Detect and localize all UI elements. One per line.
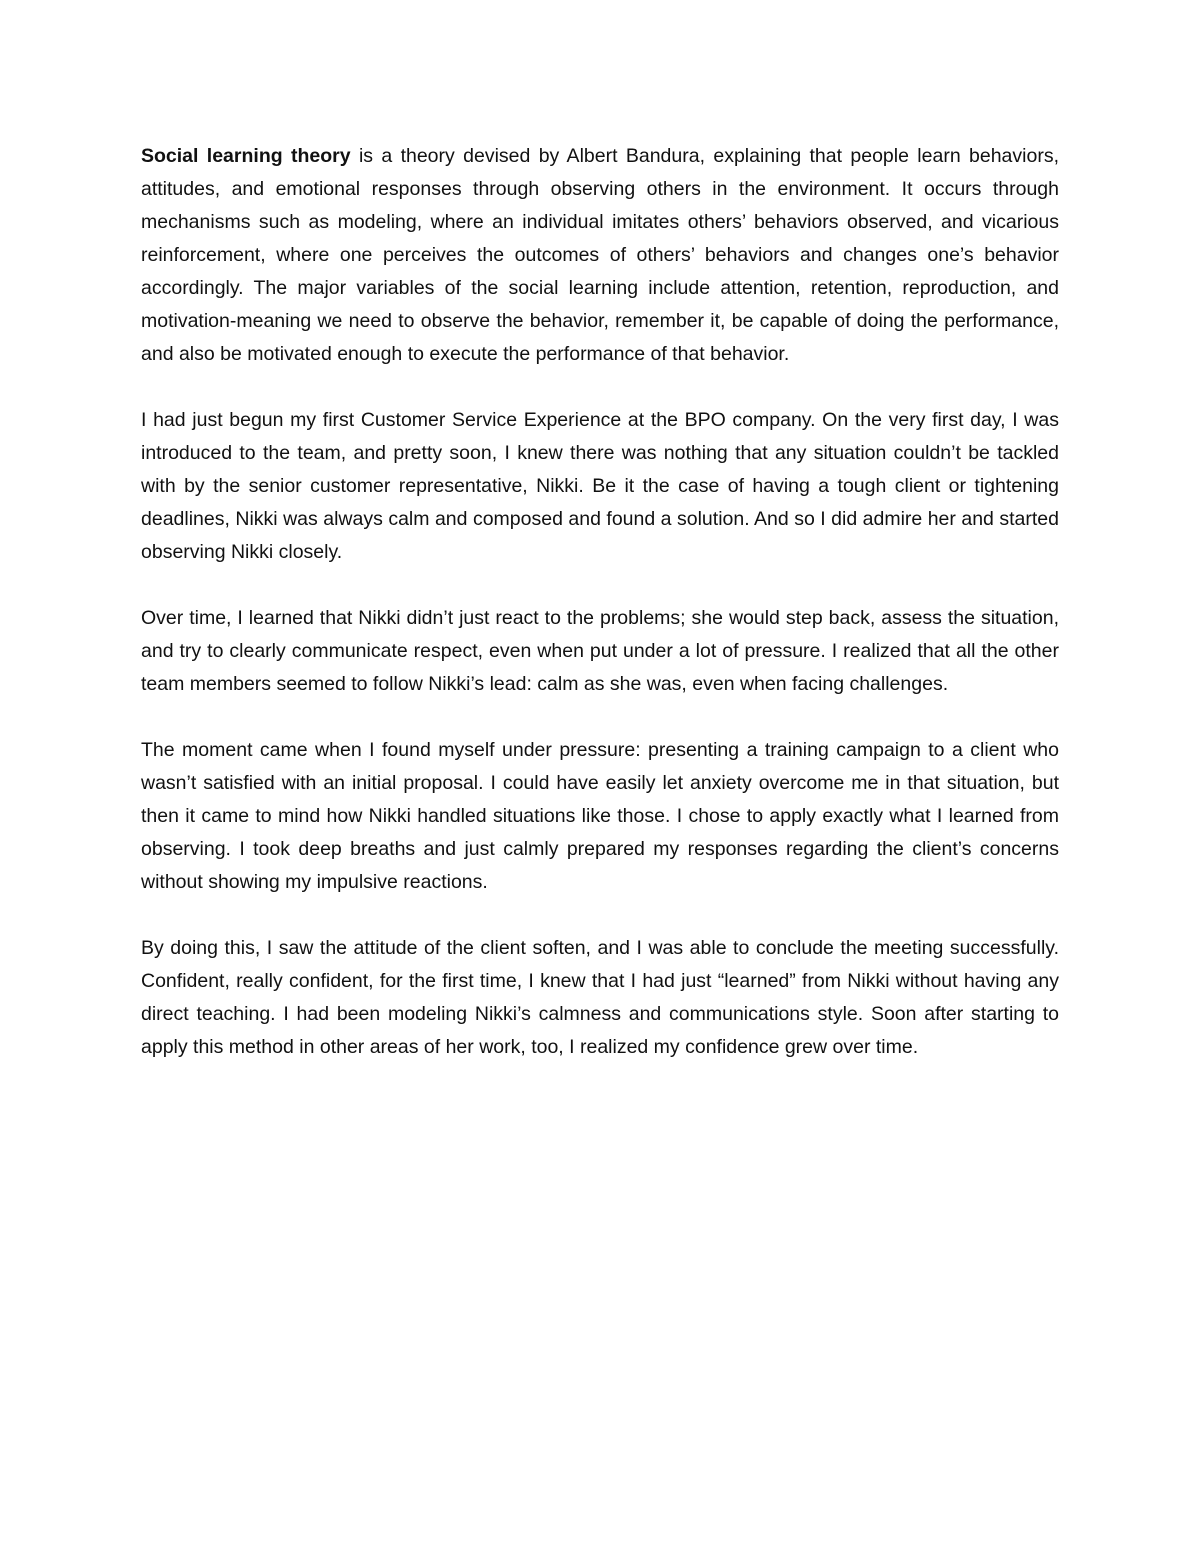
paragraph-text: is a theory devised by Albert Bandura, explaining that people learn behaviors, attitudes, and emotional responses through observing others in the environment. It occurs through mechanisms such as modeling, where an individual imitates others’ behaviors observed, and vicarious reinforcement, where one perceives the outcomes of others’ behaviors and changes one’s behavior accordingly. The major variables of the social learning include attention, retention, reproduction, and motivation-meaning we need to observe the behavior, remember it, be capable of doing the performance, and also be motivated enough to execute the performance of that behavior. bbox=[141, 145, 1059, 365]
term-social-learning-theory: Social learning theory bbox=[141, 145, 351, 167]
paragraph-social-learning-theory bbox=[141, 140, 1059, 371]
paragraph-observing-nikki: Over time, I learned that Nikki didn’t just react to the problems; she would step back, assess the situation, and try to clearly communicate respect, even when put under a lot of pressure. I realized that all the other team members seemed to follow Nikki’s lead: calm as she was, even when facing challenges. bbox=[141, 607, 1059, 695]
paragraph-under-pressure: The moment came when I found myself under pressure: presenting a training campaign to a client who wasn’t satisfied with an initial proposal. I could have easily let anxiety overcome me in that situation, but then it came to mind how Nikki handled situations like those. I chose to apply exactly what I learned from observing. I took deep breaths and just calmly prepared my responses regarding the client’s concerns without showing my impulsive reactions. bbox=[141, 739, 1059, 893]
paragraph-conclusion: By doing this, I saw the attitude of the client soften, and I was able to conclude the meeting successfully. Confident, really confident, for the first time, I knew that I had just “learned” from Nikki without having any direct teaching. I had been modeling Nikki’s calmness and communications style. Soon after starting to apply this method in other areas of her work, too, I realized my confidence grew over time. bbox=[141, 937, 1059, 1058]
paragraph-first-experience: I had just begun my first Customer Service Experience at the BPO company. On the very first day, I was introduced to the team, and pretty soon, I knew there was nothing that any situation couldn’t be tackled with by the senior customer representative, Nikki. Be it the case of having a tough client or tightening deadlines, Nikki was always calm and composed and found a solution. And so I did admire her and started observing Nikki closely. bbox=[141, 409, 1059, 563]
document-body bbox=[141, 140, 1059, 1097]
